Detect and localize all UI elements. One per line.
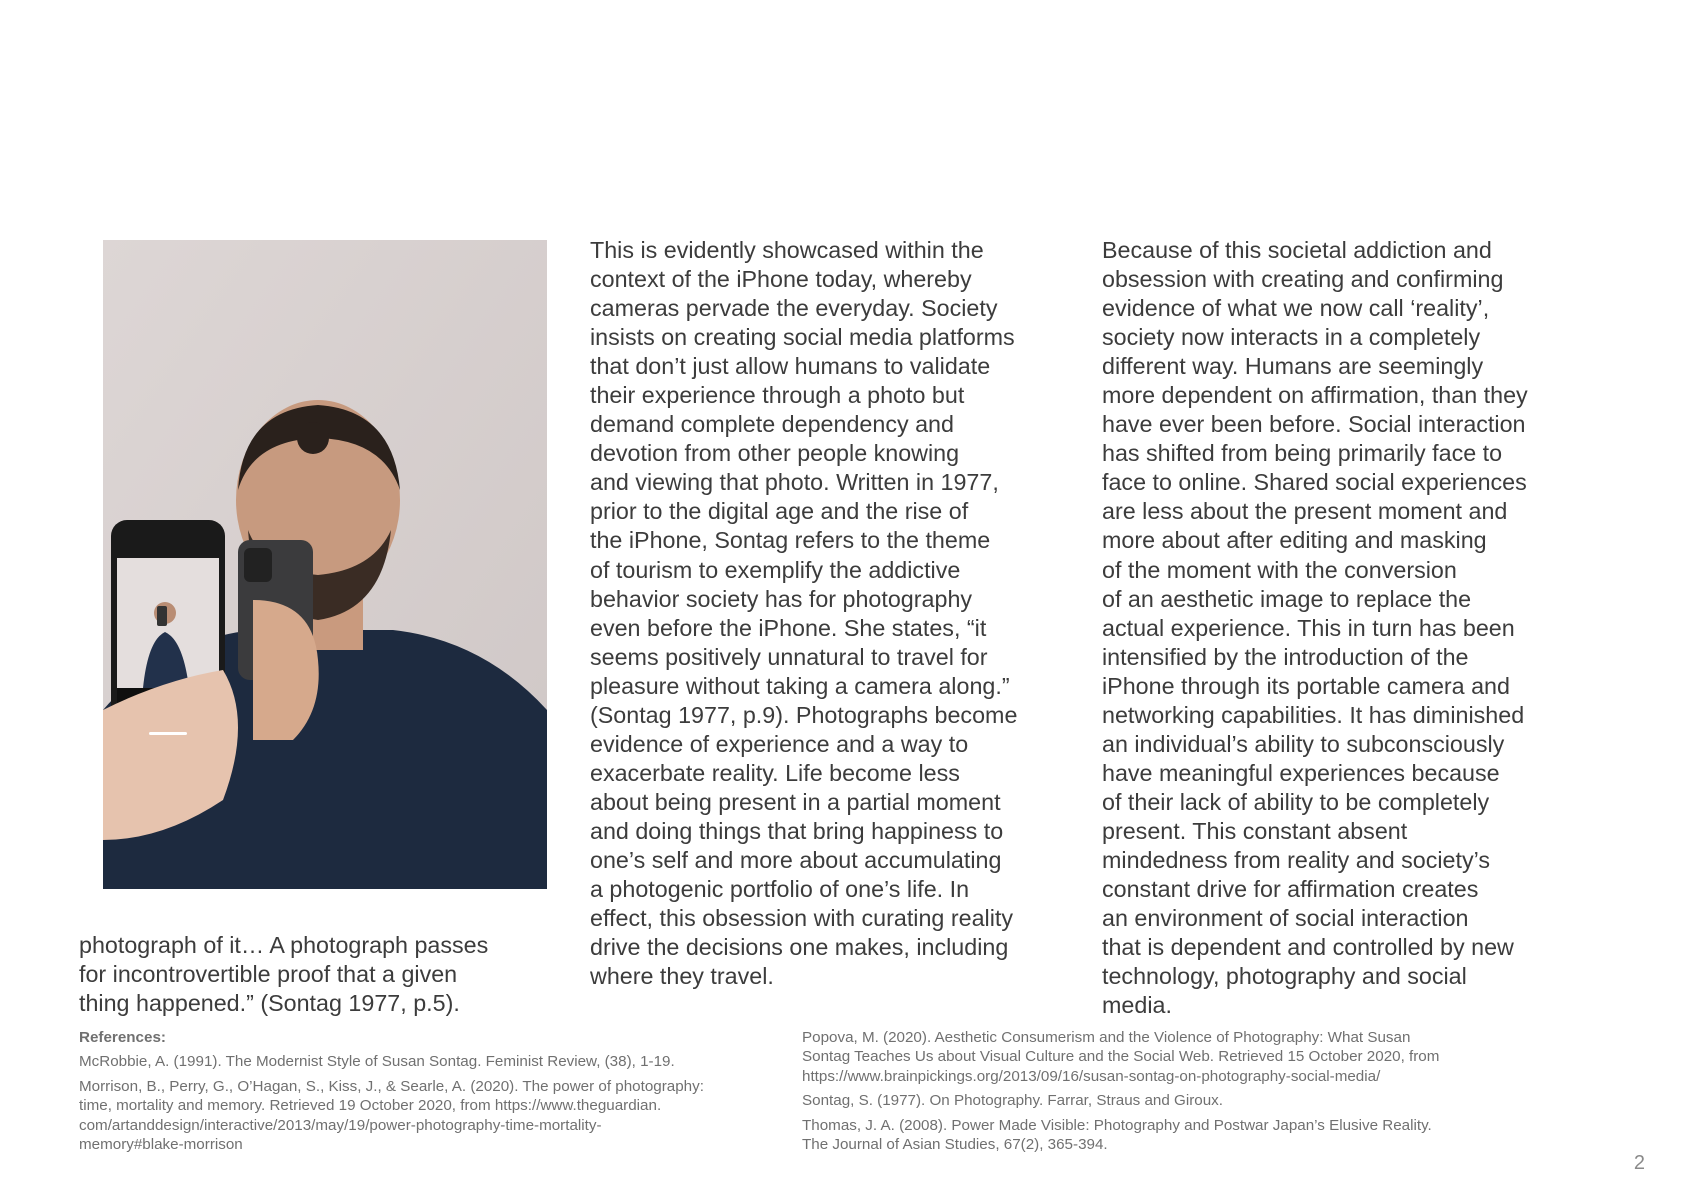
body-text-right-column: Because of this societal addiction and obsession with creating and confirming evidence of what we now call ‘reality’, society now interacts in a completely different way. Humans are seemingly more dependent on affirmation, than they have ever been before. Social interaction has shifted from being primarily face to face to online. Shared social experiences are less about the present moment and more about after editing and masking of the moment with the conversion of an aesthetic image to replace the actual experience. This in turn has been intensified by the introduction of the iPhone through its portable camera and networking capabilities. It has diminished an individual’s ability to subconsciously have meaningful experiences because of their lack of ability to be completely present. This constant absent mindedness from reality and society’s constant drive for affirmation creates an environment of social interaction that is dependent and controlled by new technology, photography and social media. xyxy=(1102,237,1528,1019)
selfie-illustration xyxy=(103,240,547,889)
reference-item: Sontag, S. (1977). On Photography. Farrar, Straus and Giroux. xyxy=(802,1092,1223,1110)
references-heading: References: xyxy=(79,1029,166,1046)
references-right xyxy=(802,1028,1542,1159)
reference-item: McRobbie, A. (1991). The Modernist Style of Susan Sontag. Feminist Review, (38), 1-19. xyxy=(79,1053,675,1071)
body-text-left-column: photograph of it… A photograph passes for incontrovertible proof that a given thing happened.” (Sontag 1977, p.5). xyxy=(79,932,489,1017)
reference-item: Popova, M. (2020). Aesthetic Consumerism and the Violence of Photography: What Susan Sontag Teaches Us about Visual Culture and the Social Web. Retrieved 15 October 2020, from https://www.brainpickings.org/2013/09/16/susan-sontag-on-photography-social-media/ xyxy=(802,1029,1440,1085)
reference-item: Thomas, J. A. (2008). Power Made Visible: Photography and Postwar Japan’s Elusive Reality. The Journal of Asian Studies, 67(2), 365-394. xyxy=(802,1116,1432,1154)
page-number: 2 xyxy=(1633,1152,1645,1174)
body-text-middle-column: This is evidently showcased within the context of the iPhone today, whereby cameras pervade the everyday. Society insists on creating social media platforms that don’t just allow humans to validate their experience through a photo but demand complete dependency and devotion from other people knowing and viewing that photo. Written in 1977, prior to the digital age and the rise of the iPhone, Sontag refers to the theme of tourism to exemplify the addictive behavior society has for photography even before the iPhone. She states, “it seems positively unnatural to travel for pleasure without taking a camera along.” (Sontag 1977, p.9). Photographs become evidence of experience and a way to exacerbate reality. Life become less about being present in a partial moment and doing things that bring happiness to one’s self and more about accumulating a photogenic portfolio of one’s life. In effect, this obsession with curating reality drive the decisions one makes, including where they travel. xyxy=(590,237,1018,990)
mirror-selfie-photo xyxy=(103,240,547,889)
references-left xyxy=(79,1028,799,1159)
reference-item: Morrison, B., Perry, G., O’Hagan, S., Kiss, J., & Searle, A. (2020). The power of photography: time, mortality and memory. Retrieved 19 October 2020, from https://www.theguardian. com/artanddesign/interactive/2013/may/19/power-photography-time-mortality- memory#blake-morrison xyxy=(79,1077,704,1154)
